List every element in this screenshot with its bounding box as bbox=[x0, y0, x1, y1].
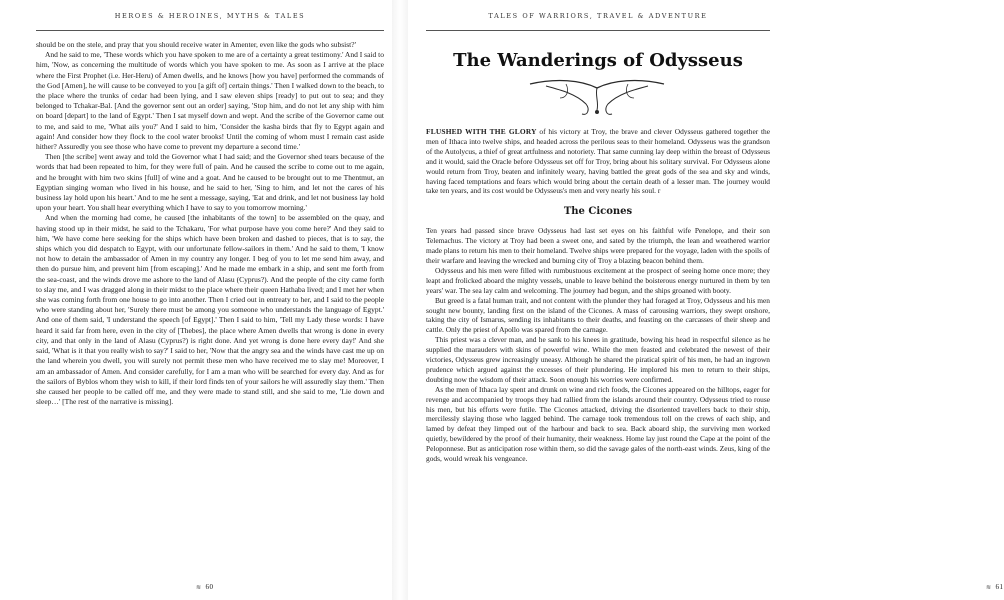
right-page bbox=[408, 0, 1004, 600]
chapter-title: The Wanderings of Odysseus bbox=[453, 50, 743, 71]
paragraph: should be on the stele, and pray that you should receive water in Amenter, even like the gods who subsist?' bbox=[36, 40, 356, 49]
page-number: 61 bbox=[995, 583, 1004, 591]
paragraph: Ten years had passed since brave Odysseus had last set eyes on his faithful wife Penelope, and their son Telemachus. The victory at Troy had been a sweet one, and sated by the triumph, the lean and weathered warrior made plans to return his men to their homeland. Twelve ships were prepared for the voyage, laden with the spoils of their warfare and leaving the wrecked and burning city of Troy a blazing beacon behind them. bbox=[426, 226, 770, 265]
flourish-ornament-icon bbox=[526, 76, 668, 120]
page-number-right bbox=[986, 583, 1004, 591]
lead-in: FLUSHED WITH THE GLORY bbox=[426, 127, 537, 136]
intro-paragraph bbox=[426, 127, 770, 196]
paragraph: Then [the scribe] went away and told the Governor what I had said; and the Governor shed tears because of the words that had been repeated to him, for they were full of pain. And he caused the scribe to come out to me again, and he brought with him two skins [full] of wine and a goat. And he caused to be brought out to me Thentmut, an Egyptian singing woman who lived in his house, and he said to her, 'Sing to him, and let not the cares of his business lay hold upon his heart.' And to me he sent a message, saying, 'Eat and drink, and let not business lay hold upon your heart. You shall hear everything which I have to say to you tomorrow morning.' bbox=[36, 152, 384, 213]
page-number-left bbox=[196, 583, 214, 591]
section-heading: The Cicones bbox=[563, 206, 633, 218]
folio-ornament-icon: ≋ bbox=[196, 584, 202, 591]
right-body-text bbox=[426, 127, 770, 464]
paragraph: As the men of Ithaca lay spent and drunk on wine and rich foods, the Cicones appeared on the hilltops, eager for revenge and accompanied by troops they had rallied from the islands around their country. Odysseus tried to rouse his men, but his efforts were futile. The Cicones attacked, driving the disoriented travellers back to their ship, mercilessly slaying those who lagged behind. The carnage took tremendous toll on the crews of each ship, and lamed by defeat they limped out of the harbour and back to sea. Back aboard ship, the surviving men worked quietly, bewildered by the proof of their humanity, their weakness. Home lay just round the Cape at the point of the Peloponnese. But as anticipation rose within them, so did the savage gales of the north-east winds. Zeus, king of the gods, would wreak his vengeance. bbox=[426, 384, 770, 464]
paragraph: Odysseus and his men were filled with rumbustuous excitement at the prospect of seeing home once more; they leapt and frolicked aboard the mighty vessels, unable to leave behind the boisterous energy nurtured in them by ten years' war. The sea lay calm and welcoming. The journey had begun, and the ships groaned with booty. bbox=[426, 265, 770, 295]
running-head-left: HEROES & HEROINES, MYTHS & TALES bbox=[36, 12, 384, 31]
left-body-text bbox=[36, 40, 384, 407]
book-gutter bbox=[392, 0, 408, 600]
running-head-right: TALES OF WARRIORS, TRAVEL & ADVENTURE bbox=[426, 12, 770, 31]
folio-ornament-icon: ≋ bbox=[986, 584, 992, 591]
paragraph: And when the morning had come, he caused [the inhabitants of the town] to be assembled on the quay, and having stood up in their midst, he said to the Tchakaru, 'For what purpose have you come here?' And they said to him, 'We have come here seeking for the ships which have been broken and dashed to pieces, that is to say, the ships which you did despatch to Egypt, with our unfortunate fellow-sailors in them.' And he said to them, 'I know not how to detain the ambassador of Amen in my country any longer. I beg of you to let me send him away, and then do pursue him, and prevent him [from escaping].' And he made me embark in a ship, and sent me forth from the sea-coast, and the winds drove me ashore to the land of Alasu (Cyprus?). And the people of the city came forth to slay me, and I was dragged along in their midst to the place where their queen Hathaba lived; and I met her when she was coming forth from one house to go into another. Then I cried out in entreaty to her, and I said to the people who were standing about her, 'Surely there must be among you someone who understands the language of Egypt.' And one of them said, 'I understand the speech [of Egypt].' Then I said to him, 'Tell my Lady these words: I have heard it said far from here, even in the city of [Thebes], the place where Amen dwells that wrong is done in every city, and that only in the land of Alasu (Cyprus?) is right done. And yet wrong is done here every day!' And she said, 'What is it that you really wish to say?' I said to her, 'Now that the angry sea and the winds have cast me up on the land wherein you dwell, you will surely not permit these men who have received me to slay me! Moreover, I am an ambassador of Amen. And consider carefully, for I am a man who will be searched for every day. And as for the sailors of Byblos whom they wish to kill, if their lord finds ten of your sailors he will assuredly slay them.' Then she caused her people to be called off me, and they were made to stand still, and she said to me, 'Lie down and sleep…' [The rest of the narrative is missing]. bbox=[36, 213, 384, 407]
paragraph: But greed is a fatal human trait, and not content with the plunder they had foraged at Troy, Odysseus and his men sought new bounty, landing first on the island of the Cicones. A mass of carousing warriors, they swept onshore, taking the city of Ismarus, sending its inhabitants to their deaths, and feasting on the carcasses of their sheep and cattle. Only the priest of Apollo was spared from the carnage. bbox=[426, 295, 770, 335]
paragraph: This priest was a clever man, and he sank to his knees in gratitude, bowing his head in respectful silence as he supplied the marauders with skins of powerful wine. While the men feasted and celebrated the newest of their victories, Odysseus grew increasingly uneasy. Although he shared the piratical spirit of his men, he had an ingrown prudence which argued against the excesses of their plundering. He implored his men to return to their ships, doubting now the wisdom of their attack. Soon enough his worries were confirmed. bbox=[426, 335, 770, 384]
paragraph: And he said to me, 'These words which you have spoken to me are of a certainty a great testimony.' And I said to him, 'Now, as concerning the multitude of words which you have spoken to me. As soon as I arrive at the place where the First Prophet (i.e. Her-Heru) of Amen dwells, and he knows [how you have] performed the commands of the God [Amen], he will cause to be conveyed to you [a gift of] certain things.' Then I walked down to the beach, to the place where the trunks of cedar had been lying, and I saw eleven ships [ready] to put out to sea; and they belonged to Tchakar-Bal. [And the governor sent out an order] saying, 'Stop him, and do not let any ship with him on board [depart] to the land of Egypt.' Then I sat myself down and wept. And the scribe of the Governor came out to me, and said to me, 'What ails you?' And I said to him, 'Consider the kasha birds that fly to Egypt again and again! And consider how they flock to the cool water brooks! Until the coming of whom must I remain cast aside hither? Assuredly you see those who have come to prevent my departure a second time.' bbox=[36, 50, 384, 152]
left-page bbox=[0, 0, 392, 600]
page-number: 60 bbox=[205, 583, 214, 591]
intro-text: of his victory at Troy, the brave and clever Odysseus gathered together the men of Ithaca into twelve ships, and headed across the perilous seas to their homeland. Odysseus was the grandson of the Autolycus, a thief of great artfulness and notoriety. That same cunning lay deep within the breast of Odysseus and it would, said the Oracle before Odysseus set off for Troy, bring about his solitary survival. For Odysseus alone would return from Troy, beaten and infinitely weary, having battled the great gods of the sea and sky and winds, having faced temptations and fears which would bring about the certain death of a lesser man. The journey would take ten years, and its cost would be Odysseus's men and very nearly his soul. r bbox=[426, 127, 770, 196]
